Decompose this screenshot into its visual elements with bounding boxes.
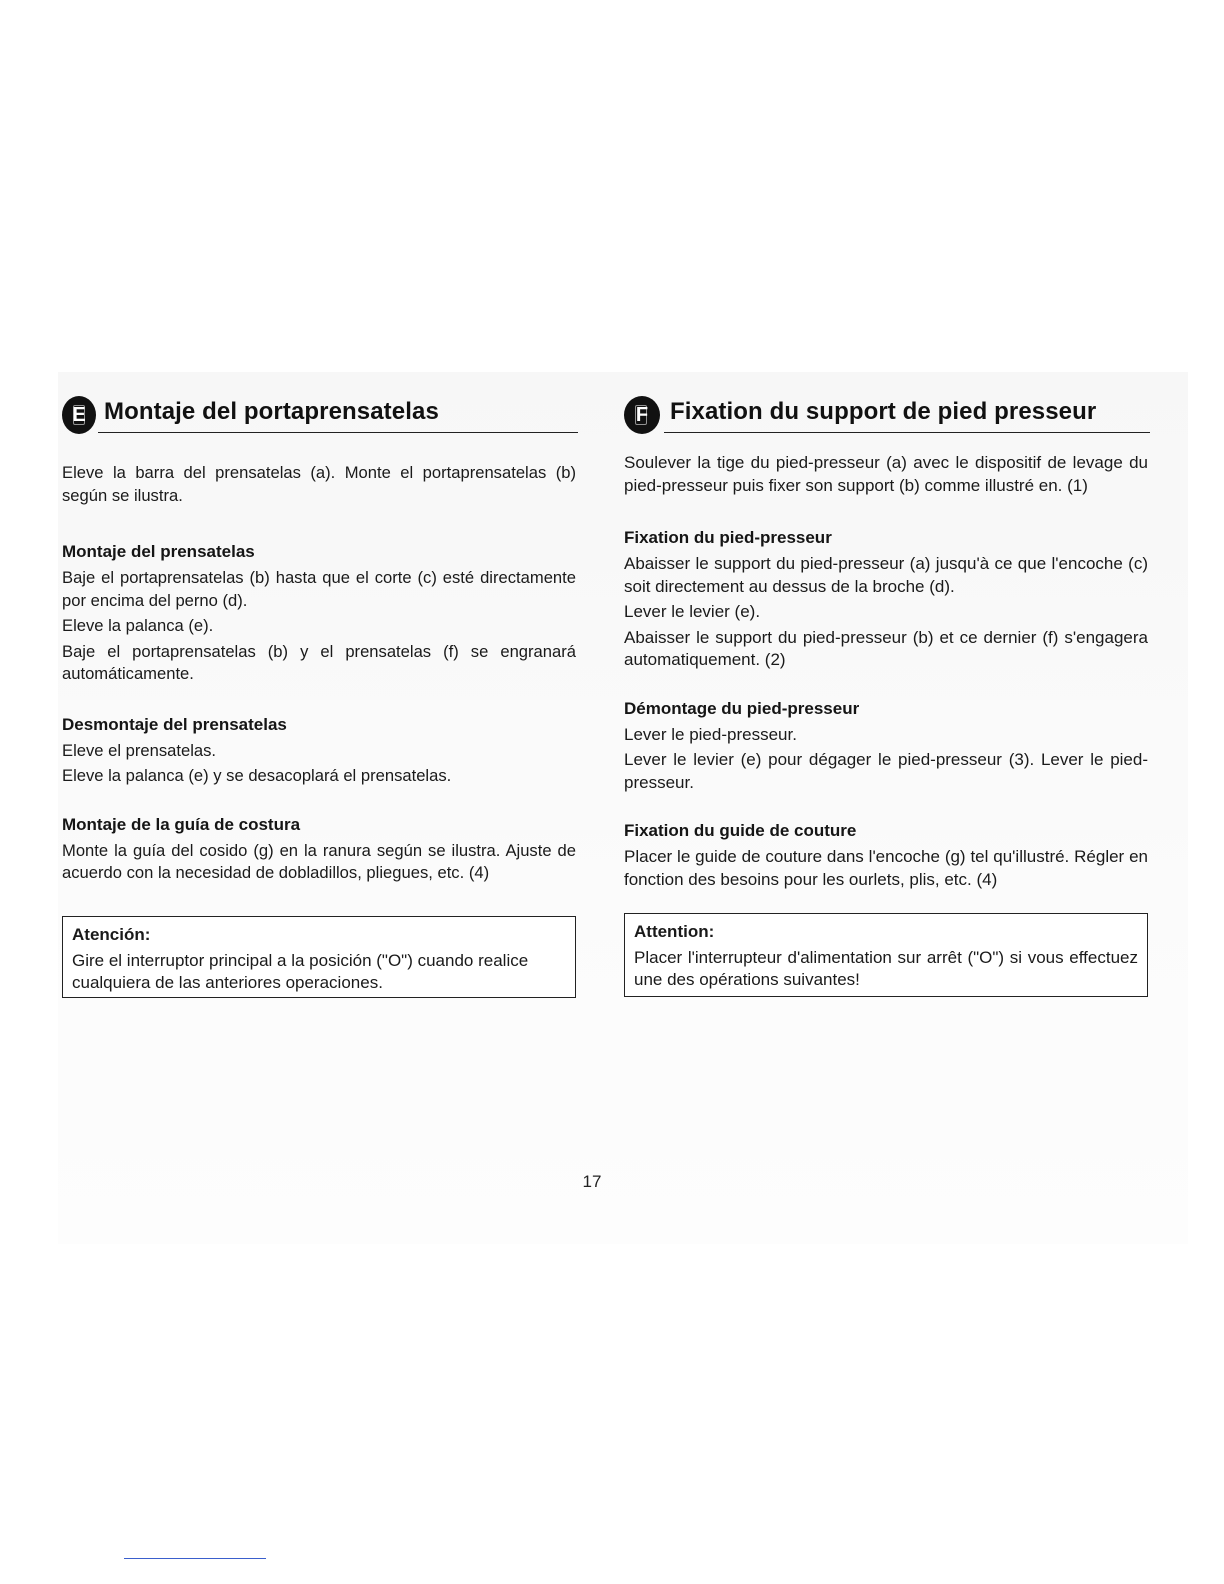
section-heading: Montaje del prensatelas <box>62 542 255 561</box>
section-paragraph: Monte la guía del cosido (g) en la ranura según se ilustra. Ajuste de acuerdo con la necesidad de dobladillos, pliegues, etc. (4) <box>62 840 576 882</box>
section-fixation-pied-presseur <box>624 527 1148 672</box>
attention-text: Placer l'interrupteur d'alimentation sur arrêt ("O") si vous effectuez une des opérations suivantes! <box>634 948 1138 989</box>
attention-title: Attention: <box>634 922 715 941</box>
french-attention-box <box>624 913 1148 997</box>
spanish-header <box>62 392 576 438</box>
title-underline <box>98 432 578 433</box>
french-header <box>624 392 1148 438</box>
section-paragraph: Placer le guide de couture dans l'encoche (g) tel qu'illustré. Régler en fonction des besoins pour les ourlets, plis, etc. (4) <box>624 847 1148 889</box>
section-heading: Démontage du pied-presseur <box>624 698 860 718</box>
section-paragraph: Eleve el prensatelas. <box>62 740 217 760</box>
section-heading: Fixation du pied-presseur <box>624 528 832 547</box>
section-paragraph: Baje el portaprensatelas (b) hasta que el corte (c) esté directamente por encima del perno (d). <box>62 568 576 610</box>
section-paragraph: Eleve la palanca (e). <box>62 616 214 635</box>
french-column <box>624 392 1148 891</box>
french-intro: Soulever la tige du pied-presseur (a) avec le dispositif de levage du pied-presseur puis fixer son support (b) comme illustré en. (1) <box>624 453 1148 495</box>
spanish-intro: Eleve la barra del prensatelas (a). Monte el portaprensatelas (b) según se ilustra. <box>62 463 576 505</box>
language-badge-e-icon: E <box>62 396 96 434</box>
title-underline <box>664 432 1150 433</box>
spanish-title: Montaje del portaprensatelas <box>104 398 439 425</box>
page-number: 17 <box>582 1172 602 1191</box>
section-paragraph: Lever le levier (e). <box>624 602 761 621</box>
spanish-column <box>62 392 576 885</box>
footer-link-underline[interactable] <box>124 1558 266 1559</box>
section-desmontaje-prensatelas <box>62 714 576 788</box>
section-montaje-prensatelas <box>62 541 576 686</box>
section-paragraph: Baje el portaprensatelas (b) y el prensatelas (f) se engranará automáticamente. <box>62 641 576 683</box>
attention-text: Gire el interruptor principal a la posición ("O") cuando realice cualquiera de las anteriores operaciones. <box>72 951 529 992</box>
section-heading: Desmontaje del prensatelas <box>62 714 287 734</box>
french-title: Fixation du support de pied presseur <box>670 398 1097 425</box>
section-heading: Fixation du guide de couture <box>624 821 857 840</box>
section-paragraph: Lever le pied-presseur. <box>624 724 797 744</box>
section-paragraph: Lever le levier (e) pour dégager le pied-presseur (3). Lever le pied-presseur. <box>624 750 1148 792</box>
section-paragraph: Eleve la palanca (e) y se desacoplará el prensatelas. <box>62 766 452 785</box>
section-paragraph: Abaisser le support du pied-presseur (b) et ce dernier (f) s'engagera automatiquement. (2) <box>624 627 1148 669</box>
section-paragraph: Abaisser le support du pied-presseur (a) jusqu'à ce que l'encoche (c) soit directement au dessus de la broche (d). <box>624 554 1148 596</box>
section-guide-couture <box>624 820 1148 891</box>
section-demontage-pied-presseur <box>624 698 1148 795</box>
section-guia-costura <box>62 814 576 885</box>
attention-title: Atención: <box>72 925 151 944</box>
section-heading: Montaje de la guía de costura <box>62 814 301 834</box>
language-badge-f-icon: F <box>624 396 660 434</box>
spanish-attention-box <box>62 916 576 998</box>
